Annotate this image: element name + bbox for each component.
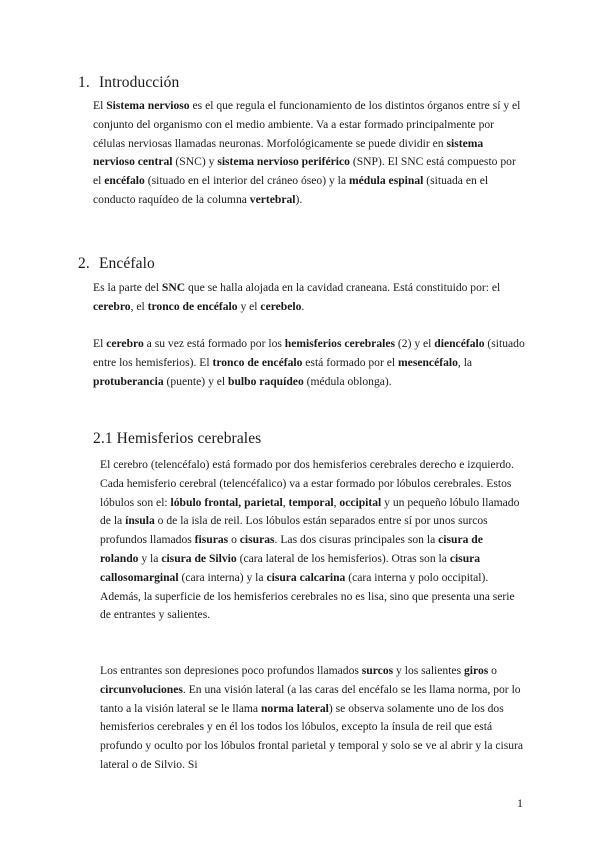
text-run: , la	[457, 355, 473, 369]
bold-term: cisura de Silvio	[161, 551, 237, 565]
bold-term: cerebro	[93, 299, 131, 313]
text-run: o de la isla de reil. Los lóbulos están separados entre sí por unos surcos profundos llamados	[100, 514, 488, 547]
text-run: es el que regula el funcionamiento de los distintos órganos entre sí y el conjunto del organismo con el medio ambiente. Va a estar formado principalmente por células nerviosas llamadas neuronas. Morfológicamente se puede dividir en	[93, 99, 521, 150]
paragraph	[93, 279, 525, 317]
text-run: o	[228, 533, 240, 547]
bold-term: cisura de rolando	[100, 533, 483, 565]
bold-term: diencéfalo	[434, 337, 485, 350]
text-run: a su vez está formado por los	[143, 337, 285, 350]
bold-term: bulbo raquídeo	[228, 374, 304, 388]
bold-term: surcos	[361, 664, 394, 677]
text-run: o	[488, 664, 497, 677]
bold-term: mesencéfalo	[398, 355, 458, 369]
text-run: ,	[282, 495, 289, 509]
text-run: El cerebro (telencéfalo) está formado por dos hemisferios cerebrales derecho e izquierdo. Cada hemisferio cerebral (telencéfalico) va a estar formado por lóbulos cerebrales. Estos lóbulos son el:	[100, 458, 514, 509]
text-run: (SNC) y	[172, 155, 218, 169]
text-run: y los salientes	[393, 664, 464, 677]
text-run: (cara lateral de los hemisferios). Otras son la	[236, 551, 450, 565]
bold-term: encéfalo	[104, 174, 145, 188]
text-run: que se halla alojada en la cavidad craneana. Está constituido por: el	[185, 281, 501, 294]
paragraph	[100, 456, 524, 625]
section-heading-introduccion	[78, 74, 179, 92]
bold-term: cerebro	[106, 337, 144, 350]
section-title: Introducción	[98, 74, 180, 91]
bold-term: sistema nervioso periférico	[217, 155, 350, 169]
text-run: (cara interna) y la	[178, 570, 267, 584]
text-run: y la	[138, 551, 162, 565]
text-run: . En una visión lateral (a las caras del encéfalo se les llama norma, por lo tanto a la visión lateral se le llama	[100, 682, 521, 715]
bold-term: tronco de encéfalo	[147, 299, 238, 313]
paragraph	[93, 97, 525, 210]
text-run: El	[93, 337, 107, 350]
bold-term: norma lateral	[260, 701, 329, 715]
section-number: 2.	[78, 255, 90, 272]
text-run: . Las dos cisuras principales son la	[274, 533, 439, 547]
bold-term: fisuras	[194, 533, 229, 547]
text-run: (2) y el	[395, 337, 435, 350]
bold-term: cisura calcarina	[266, 570, 346, 584]
text-run: y un pequeño lóbulo llamado de la	[100, 495, 520, 528]
section-number: 2.1	[93, 430, 113, 447]
bold-term: médula espinal	[348, 174, 424, 188]
bold-term: protuberancia	[93, 374, 164, 388]
bold-term: ínsula	[125, 514, 155, 528]
text-run: Es la parte del	[93, 281, 162, 294]
bold-term: giros	[463, 664, 489, 677]
text-run: (SNP). El SNC está compuesto por el	[93, 155, 516, 188]
section-heading-hemisferios	[93, 430, 261, 448]
text-run: (médula oblonga).	[303, 374, 392, 388]
text-run: Los entrantes son depresiones poco profundos llamados	[100, 664, 362, 677]
bold-term: Sistema nervioso	[106, 99, 190, 112]
bold-term: cerebelo	[260, 299, 302, 313]
text-run: (situado en el interior del cráneo óseo) y la	[144, 174, 349, 188]
text-run: , el	[130, 299, 148, 313]
paragraph	[93, 335, 525, 391]
text-run: (situado entre los hemisferios). El	[93, 337, 525, 369]
section-number: 1.	[78, 74, 90, 91]
text-run: ,	[333, 495, 340, 509]
page-number: 1	[517, 796, 523, 810]
bold-term: temporal	[288, 495, 334, 509]
bold-term: hemisferios cerebrales	[284, 337, 396, 350]
text-run: y el	[237, 299, 261, 313]
bold-term: sistema nervioso central	[93, 136, 484, 169]
paragraph	[100, 662, 524, 775]
bold-term: circunvoluciones	[100, 682, 183, 696]
bold-term: cisura callosomarginal	[100, 551, 481, 584]
bold-term: lóbulo frontal, parietal	[170, 495, 283, 509]
bold-term: vertebral	[249, 192, 296, 206]
section-title: Encéfalo	[98, 255, 155, 272]
text-run: (cara interna y polo occipital). Además, la superficie de los hemisferios cerebrales no es lisa, sino que presenta una serie de entrantes y salientes.	[100, 570, 515, 622]
bold-term: SNC	[161, 281, 186, 294]
bold-term: cisuras	[239, 533, 275, 547]
text-run: (situada en el conducto raquídeo de la columna	[93, 174, 489, 206]
bold-term: tronco de encéfalo	[212, 355, 303, 369]
text-run: (puente) y el	[163, 374, 229, 388]
text-run: está formado por el	[302, 355, 399, 369]
text-run: .	[301, 299, 305, 313]
text-run: ) se observa solamente uno de los dos hemisferios cerebrales y en él los todos los lóbulos, excepto la ínsula de reil que está profundo y oculto por los lóbulos frontal parietal y temporal y solo se ve al abrir y la cisura lateral o de Silvio. Si	[100, 701, 524, 771]
bold-term: occipital	[339, 495, 382, 509]
text-run: ).	[295, 192, 303, 206]
section-title: Hemisferios cerebrales	[116, 430, 262, 447]
section-heading-encefalo	[78, 255, 155, 273]
text-run: El	[93, 99, 107, 112]
